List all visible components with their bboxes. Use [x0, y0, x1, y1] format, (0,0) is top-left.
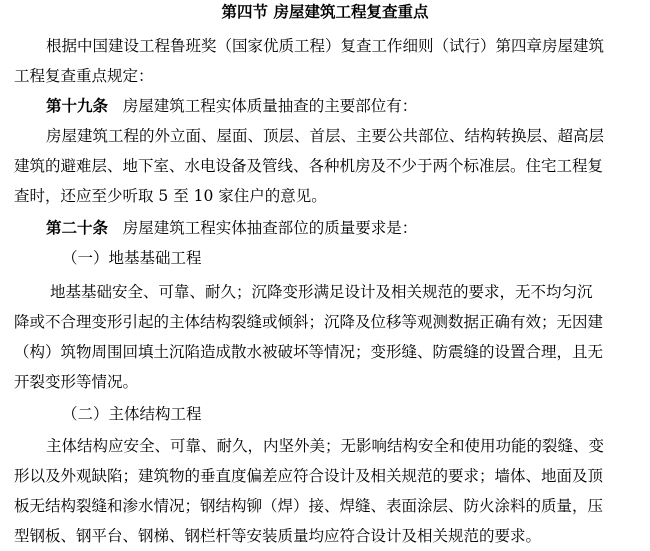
- sub2-title: （二）主体结构工程: [62, 405, 202, 423]
- section-title: 第四节 房屋建筑工程复查重点: [221, 2, 429, 21]
- article20-heading: 房屋建筑工程实体抽查部位的质量要求是：: [122, 219, 418, 237]
- sub1-title: （一）地基基础工程: [62, 249, 202, 267]
- sub2-line-1: 主体结构应安全、可靠、耐久，内坚外美；无影响结构安全和使用功能的裂缝、变: [46, 437, 605, 455]
- sub2-line-4: 型钢板、钢平台、钢梯、钢栏杆等安装质量均应符合设计及相关规范的要求。: [14, 527, 542, 545]
- sub1-line-3: （构）筑物周围回填土沉陷造成散水被破坏等情况；变形缝、防震缝的设置合理，且无: [14, 343, 604, 361]
- intro-line-1: 根据中国建设工程鲁班奖（国家优质工程）复查工作细则（试行）第四章房屋建筑: [46, 37, 605, 55]
- article19-heading: 房屋建筑工程实体质量抽查的主要部位有：: [122, 97, 418, 115]
- article20-heading-line: [46, 218, 417, 238]
- sub2-line-2: 形以及外观缺陷；建筑物的垂直度偏差应符合设计及相关规范的要求；墙体、地面及顶: [14, 467, 604, 485]
- sub2-line-3: 板无结构裂缝和渗水情况；钢结构铆（焊）接、焊缝、表面涂层、防火涂料的质量，压: [14, 497, 604, 515]
- article19-heading-line: [46, 96, 417, 116]
- article19-line-1: 房屋建筑工程的外立面、屋面、顶层、首层、主要公共部位、结构转换层、超高层: [46, 127, 605, 145]
- intro-line-2: 工程复查重点规定：: [14, 67, 154, 85]
- sub1-line-1: 地基基础安全、可靠、耐久；沉降变形满足设计及相关规范的要求，无不均匀沉: [50, 283, 593, 301]
- article19-line-2: 建筑的避难层、地下室、水电设备及管线、各种机房及不少于两个标准层。住宅工程复: [14, 157, 604, 175]
- sub1-line-4: 开裂变形等情况。: [14, 373, 139, 391]
- article19-label: 第十九条: [46, 96, 109, 115]
- article19-line-3: 查时，还应至少听取 5 至 10 家住户的意见。: [14, 187, 327, 205]
- sub1-line-2: 降或不合理变形引起的主体结构裂缝或倾斜；沉降及位移等观测数据正确有效；无因建: [14, 313, 604, 331]
- article20-label: 第二十条: [46, 218, 109, 237]
